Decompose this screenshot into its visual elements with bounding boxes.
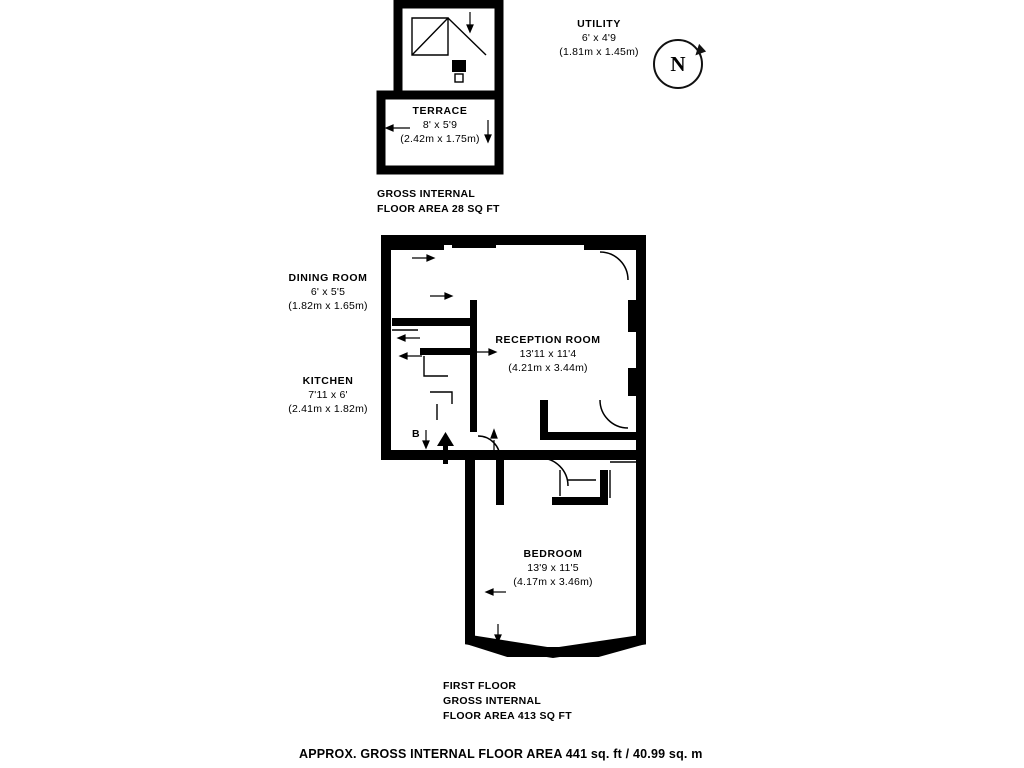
room-imperial-utility: 6' x 4'9 bbox=[581, 32, 617, 44]
kitchen-fixture bbox=[424, 356, 448, 376]
room-name-reception: RECEPTION ROOM bbox=[495, 334, 601, 346]
room-imperial-bedroom: 13'9 x 11'5 bbox=[527, 562, 579, 574]
utility-diagonal-2 bbox=[412, 18, 448, 55]
room-label-kitchen bbox=[239, 374, 417, 416]
total-area-footer: APPROX. GROSS INTERNAL FLOOR AREA 441 sq. ft / 40.99 sq. m bbox=[299, 747, 703, 761]
reception-side-wall bbox=[540, 400, 548, 440]
main-floor-outline bbox=[386, 236, 642, 653]
room-name-bedroom: BEDROOM bbox=[523, 548, 583, 560]
upper-area-line-1: GROSS INTERNAL bbox=[377, 188, 476, 200]
lower-area-line-1: FIRST FLOOR bbox=[443, 680, 517, 692]
utility-diagonal bbox=[448, 18, 486, 55]
room-imperial-reception: 13'11 x 11'4 bbox=[519, 348, 577, 360]
compass-needle-icon bbox=[695, 44, 707, 58]
top-wall-seg-1 bbox=[386, 236, 444, 250]
room-label-reception bbox=[459, 333, 637, 375]
top-wall-seg-3 bbox=[584, 236, 642, 250]
boiler-marker-label: B bbox=[412, 428, 420, 440]
room-imperial-dining: 6' x 5'5 bbox=[310, 286, 346, 298]
reception-lower-wall bbox=[548, 432, 642, 440]
room-metric-kitchen: (2.41m x 1.82m) bbox=[288, 403, 368, 415]
compass-north-letter: N bbox=[670, 51, 686, 76]
room-label-bedroom bbox=[464, 547, 642, 589]
room-label-terrace bbox=[351, 104, 529, 146]
room-name-utility: UTILITY bbox=[577, 18, 621, 30]
bathroom-wall-vert bbox=[600, 470, 608, 505]
utility-wall-stub bbox=[452, 60, 466, 72]
lower-area-line-2: GROSS INTERNAL bbox=[443, 695, 542, 707]
room-name-dining: DINING ROOM bbox=[288, 272, 368, 284]
upper-area-block bbox=[377, 187, 500, 217]
dining-kitchen-divider bbox=[392, 318, 470, 326]
bathroom-wall-horiz bbox=[552, 497, 608, 505]
lower-area-line-3: FLOOR AREA 413 SQ FT bbox=[443, 710, 572, 722]
room-metric-utility: (1.81m x 1.45m) bbox=[559, 46, 639, 58]
room-metric-reception: (4.21m x 3.44m) bbox=[508, 362, 588, 374]
right-pier-1 bbox=[628, 300, 642, 332]
room-imperial-terrace: 8' x 5'9 bbox=[422, 119, 458, 131]
room-metric-dining: (1.82m x 1.65m) bbox=[288, 300, 368, 312]
utility-small-fixture bbox=[455, 74, 463, 82]
room-metric-terrace: (2.42m x 1.75m) bbox=[400, 133, 480, 145]
room-imperial-kitchen: 7'11 x 6' bbox=[308, 389, 348, 401]
landing-wall-vert bbox=[496, 455, 504, 505]
room-label-utility bbox=[510, 17, 688, 59]
room-name-terrace: TERRACE bbox=[412, 105, 468, 117]
room-metric-bedroom: (4.17m x 3.46m) bbox=[513, 576, 593, 588]
upper-area-line-2: FLOOR AREA 28 SQ FT bbox=[377, 203, 500, 215]
room-name-kitchen: KITCHEN bbox=[302, 375, 354, 387]
room-label-dining bbox=[239, 271, 417, 313]
top-wall-seg-2 bbox=[452, 236, 496, 248]
kitchen-fixture-2 bbox=[430, 392, 452, 404]
lower-area-block bbox=[443, 679, 572, 724]
